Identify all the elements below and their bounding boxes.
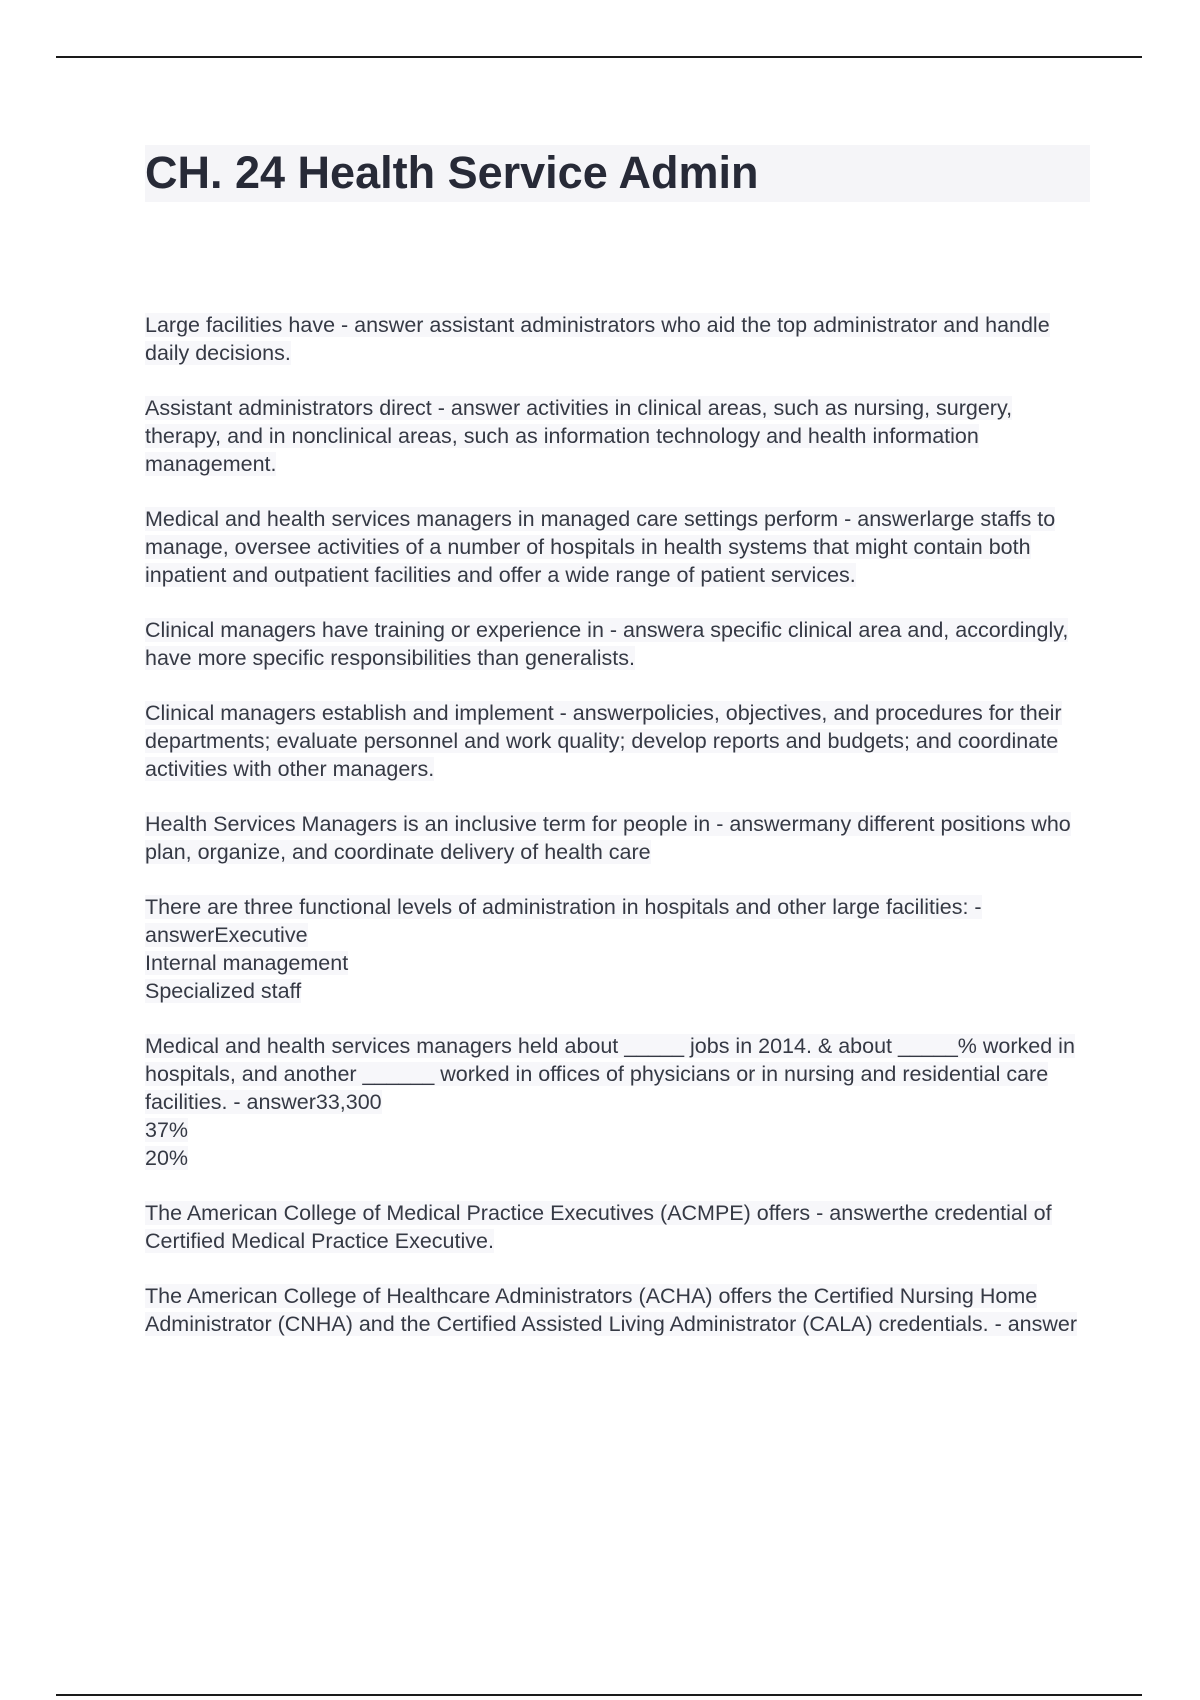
list-item [145,616,1090,672]
bottom-rule [56,1694,1142,1696]
list-item [145,311,1090,367]
list-item-text: Health Services Managers is an inclusive term for people in - answermany different positions who plan, organize, and coordinate delivery of health care [145,812,1071,864]
list-item-text: The American College of Healthcare Administrators (ACHA) offers the Certified Nursing Home Administrator (CNHA) and the Certified Assisted Living Administrator (CALA) credentials. - answer [145,1284,1078,1336]
list-item [145,394,1090,478]
list-item-text: Clinical managers have training or experience in - answera specific clinical area and, accordingly, have more specific responsibilities than generalists. [145,618,1069,670]
list-item [145,810,1090,866]
list-item-text: The American College of Medical Practice Executives (ACMPE) offers - answerthe credential of Certified Medical Practice Executive. [145,1201,1052,1253]
list-item [145,893,1090,1005]
page-title: CH. 24 Health Service Admin [145,147,759,198]
list-item [145,505,1090,589]
list-item [145,1032,1090,1172]
list-item [145,1199,1090,1255]
top-rule [56,56,1142,58]
list-item-text: Assistant administrators direct - answer activities in clinical areas, such as nursing, surgery, therapy, and in nonclinical areas, such as information technology and health information management. [145,396,1013,476]
flashcard-list [145,311,1090,1365]
list-item [145,1282,1090,1338]
list-item-text: Medical and health services managers in managed care settings perform - answerlarge staffs to manage, oversee activities of a number of hospitals in health systems that might contain both inpatient and outpatient facilities and offer a wide range of patient services. [145,507,1056,587]
list-item [145,699,1090,783]
list-item-text: There are three functional levels of administration in hospitals and other large facilities: - answerExecutive Internal management Specialized staff [145,895,982,1003]
list-item-text: Clinical managers establish and implement - answerpolicies, objectives, and procedures for their departments; evaluate personnel and work quality; develop reports and budgets; and coordinate activities with other managers. [145,701,1062,781]
list-item-text: Large facilities have - answer assistant administrators who aid the top administrator and handle daily decisions. [145,313,1050,365]
list-item-text: Medical and health services managers held about _____ jobs in 2014. & about _____% worked in hospitals, and another ______ worked in offices of physicians or in nursing and residential care facilities. - answer33,300 37% 20% [145,1034,1075,1170]
